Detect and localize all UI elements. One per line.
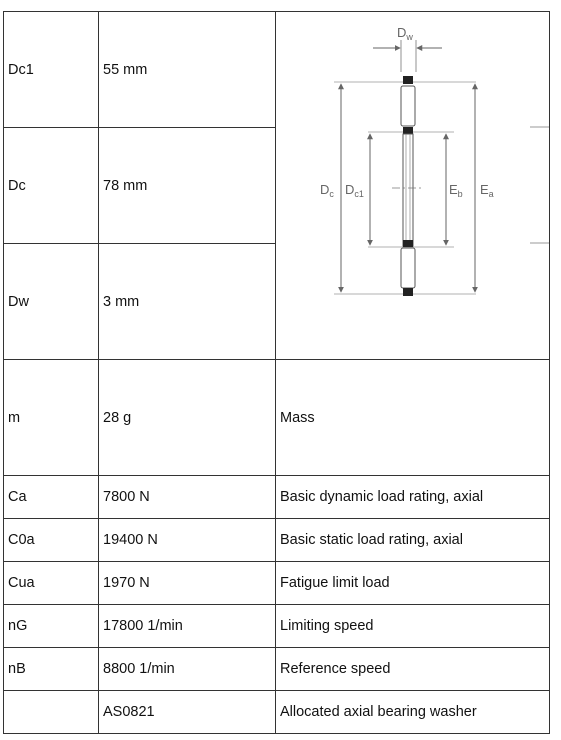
- description-cell: Limiting speed: [276, 605, 550, 648]
- table-row: [4, 519, 550, 562]
- cage-bottom-inner: [403, 240, 413, 247]
- symbol-cell: Dw: [4, 244, 99, 360]
- table-row: [4, 360, 550, 476]
- symbol-cell: [4, 691, 99, 734]
- dc-subscript: c: [329, 189, 334, 199]
- dw-subscript: w: [406, 32, 413, 42]
- dc1-subscript: c1: [354, 189, 364, 199]
- value-cell: 3 mm: [99, 244, 276, 360]
- description-cell: Basic dynamic load rating, axial: [276, 476, 550, 519]
- symbol-cell: m: [4, 360, 99, 476]
- description-cell: Basic static load rating, axial: [276, 519, 550, 562]
- roller-top: [401, 86, 415, 126]
- value-cell: 17800 1/min: [99, 605, 276, 648]
- eb-label: E: [449, 182, 458, 197]
- symbol-cell: Dc: [4, 128, 99, 244]
- symbol-cell: C0a: [4, 519, 99, 562]
- value-cell: 19400 N: [99, 519, 276, 562]
- value-cell: 78 mm: [99, 128, 276, 244]
- table-row: [4, 562, 550, 605]
- eb-subscript: b: [457, 189, 463, 199]
- svg-text:Dc1: [345, 182, 364, 199]
- value-cell: 7800 N: [99, 476, 276, 519]
- cage-top-inner: [403, 127, 413, 134]
- value-cell: 1970 N: [99, 562, 276, 605]
- value-cell: 8800 1/min: [99, 648, 276, 691]
- symbol-cell: nG: [4, 605, 99, 648]
- bearing-cross-section-diagram: [276, 12, 550, 359]
- description-cell: Fatigue limit load: [276, 562, 550, 605]
- table-row: [4, 605, 550, 648]
- table-row: [4, 691, 550, 734]
- value-cell: 28 g: [99, 360, 276, 476]
- dc-label: D: [320, 182, 330, 197]
- description-cell: Mass: [276, 360, 550, 476]
- dw-label: D: [397, 25, 407, 40]
- cage-top-end: [403, 76, 413, 84]
- table-row: [4, 12, 550, 128]
- description-cell: Reference speed: [276, 648, 550, 691]
- bearing-diagram-cell: [276, 12, 550, 360]
- svg-text:Ea: [480, 182, 494, 199]
- table-row: [4, 476, 550, 519]
- roller-bottom: [401, 248, 415, 288]
- symbol-cell: Dc1: [4, 12, 99, 128]
- description-cell: Allocated axial bearing washer: [276, 691, 550, 734]
- svg-text:Eb: [449, 182, 463, 199]
- svg-text:Dw: [397, 25, 413, 42]
- ea-subscript: a: [488, 189, 494, 199]
- ea-label: E: [480, 182, 489, 197]
- table-row: [4, 648, 550, 691]
- dc1-label: D: [345, 182, 355, 197]
- cage-bottom-end: [403, 288, 413, 296]
- symbol-cell: nB: [4, 648, 99, 691]
- cage-web: [403, 134, 413, 246]
- svg-text:Dc: [320, 182, 334, 199]
- symbol-cell: Cua: [4, 562, 99, 605]
- symbol-cell: Ca: [4, 476, 99, 519]
- value-cell: AS0821: [99, 691, 276, 734]
- value-cell: 55 mm: [99, 12, 276, 128]
- bearing-spec-table: [3, 11, 550, 734]
